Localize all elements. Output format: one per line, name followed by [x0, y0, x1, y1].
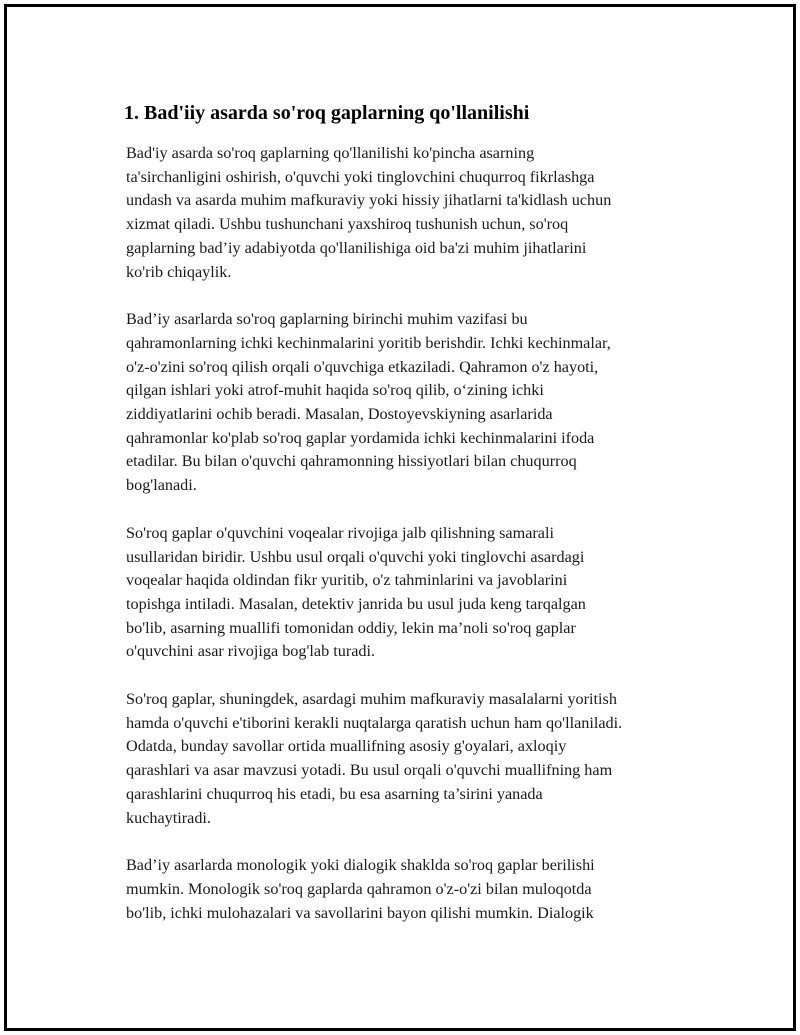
text-line: o'z-o'zini so'roq qilish orqali o'quvchiga etkaziladi. Qahramon o'z hayoti,: [126, 357, 599, 376]
text-line: kuchaytiradi.: [126, 808, 211, 827]
text-line: mumkin. Monologik so'roq gaplarda qahramon o'z-o'zi bilan muloqotda: [126, 879, 592, 898]
text-line: undash va asarda muhim mafkuraviy yoki hissiy jihatlarni ta'kidlash uchun: [126, 191, 612, 210]
text-line: ta'sirchanligini oshirish, o'quvchi yoki tinglovchini chuqurroq fikrlashga: [126, 167, 595, 186]
text-line: etadilar. Bu bilan o'quvchi qahramonning hissiyotlari bilan chuqurroq: [126, 452, 577, 471]
paragraph-4: [126, 688, 705, 830]
text-line: qarashlari va asar mavzusi yotadi. Bu usul orqali o'quvchi muallifning ham: [126, 761, 613, 780]
text-line: xizmat qiladi. Ushbu tushunchani yaxshiroq tushunish uchun, so'roq: [126, 215, 569, 234]
text-line: bog'lanadi.: [126, 476, 197, 495]
document-body: [120, 100, 705, 949]
text-line: So'roq gaplar o'quvchini voqealar rivojiga jalb qilishning samarali: [126, 523, 554, 542]
text-line: o'quvchini asar rivojiga bog'lab turadi.: [126, 642, 376, 661]
text-line: Bad’iy asarlarda so'roq gaplarning birinchi muhim vazifasi bu: [126, 310, 528, 329]
text-line: ziddiyatlarini ochib beradi. Masalan, Dostoyevskiyning asarlarida: [126, 405, 553, 424]
text-line: bo'lib, ichki mulohazalari va savollarini bayon qilishi mumkin. Dialogik: [126, 903, 594, 922]
text-line: usullaridan biridir. Ushbu usul orqali o'quvchi yoki tinglovchi asardagi: [126, 547, 585, 566]
paragraph-3: [126, 522, 705, 664]
text-line: bo'lib, asarning muallifi tomonidan oddiy, lekin ma’noli so'roq gaplar: [126, 618, 576, 637]
text-line: gaplarning bad’iy adabiyotda qo'llanilishiga oid ba'zi muhim jihatlarini: [126, 238, 587, 257]
text-line: Odatda, bunday savollar ortida muallifning asosiy g'oyalari, axloqiy: [126, 737, 567, 756]
text-line: qahramonlar ko'plab so'roq gaplar yordamida ichki kechinmalarini ifoda: [126, 428, 595, 447]
paragraph-1: [126, 142, 705, 284]
text-line: ko'rib chiqaylik.: [126, 262, 232, 281]
text-line: topishga intiladi. Masalan, detektiv janrida bu usul juda keng tarqalgan: [126, 594, 586, 613]
text-line: hamda o'quvchi e'tiborini kerakli nuqtalarga qaratish uchun ham qo'llaniladi.: [126, 713, 623, 732]
text-line: Bad'iy asarda so'roq gaplarning qo'llanilishi ko'pincha asarning: [126, 144, 535, 162]
paragraph-2: [126, 308, 705, 498]
text-line: voqealar haqida oldindan fikr yuritib, o'z tahminlarini va javoblarini: [126, 571, 568, 590]
section-heading: 1. Bad'iiy asarda so'roq gaplarning qo'llanilishi: [124, 102, 530, 124]
paragraph-5: [126, 854, 705, 925]
text-line: qahramonlarning ichki kechinmalarini yoritib berishdir. Ichki kechinmalar,: [126, 333, 611, 352]
text-line: Bad’iy asarlarda monologik yoki dialogik shaklda so'roq gaplar berilishi: [126, 856, 595, 875]
text-line: So'roq gaplar, shuningdek, asardagi muhim mafkuraviy masalalarni yoritish: [126, 690, 617, 709]
page-border: [4, 4, 796, 1031]
text-line: qilgan ishlari yoki atrof-muhit haqida so'roq qilib, o‘zining ichki: [126, 381, 544, 400]
text-line: qarashlarini chuqurroq his etadi, bu esa asarning ta’sirini yanada: [126, 784, 543, 803]
